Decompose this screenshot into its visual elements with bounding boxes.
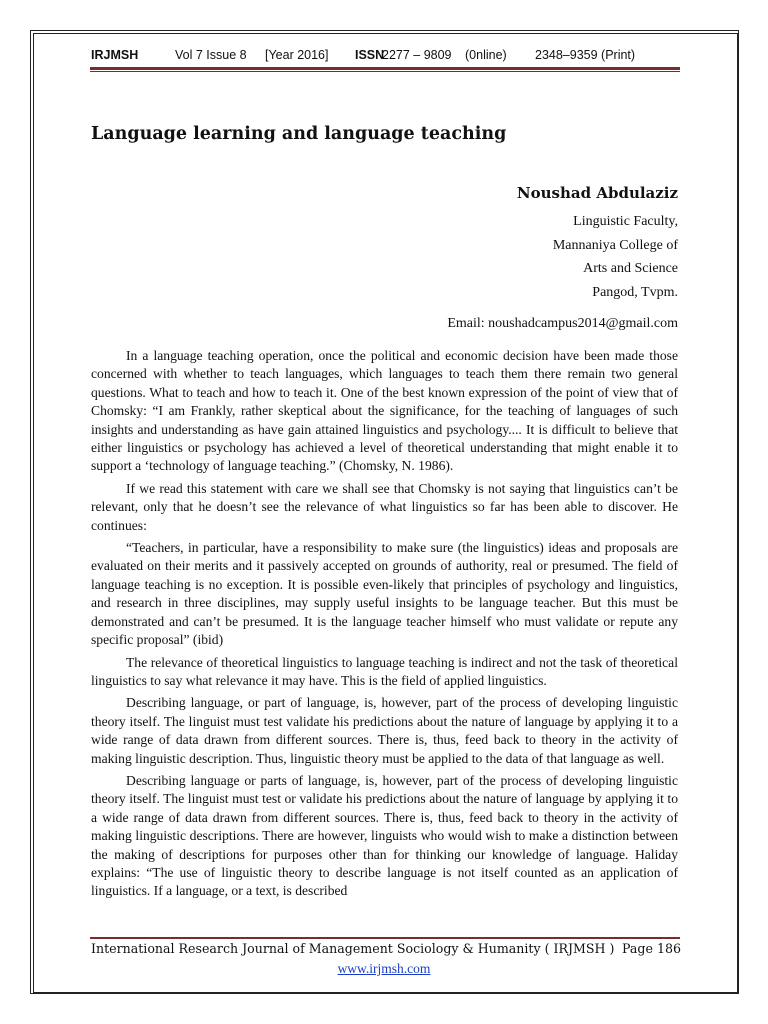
article-body [91, 347, 678, 905]
issn-label: ISSN [355, 48, 385, 62]
footer-journal-name: International Research Journal of Management Sociology & Humanity ( IRJMSH ) [91, 941, 615, 956]
author-affiliation [553, 210, 678, 304]
article-title: Language learning and language teaching [91, 124, 507, 144]
affiliation-line: Mannaniya College of [552, 237, 678, 253]
body-paragraph: If we read this statement with care we shall see that Chomsky is not saying that linguistics can’t be relevant, only that he doesn’t see the relevance of what linguistics so far has been able to discover. He continues: [91, 480, 678, 533]
page-number: Page 186 [622, 941, 681, 956]
publication-year: [Year 2016] [265, 48, 329, 62]
journal-abbrev: IRJMSH [91, 48, 139, 62]
volume-issue: Vol 7 Issue 8 [175, 48, 247, 62]
affiliation-line: Arts and Science [583, 261, 678, 276]
header-rule-thin [90, 71, 680, 72]
block-quote: “Teachers, in particular, have a responsibility to make sure (the linguistics) ideas and proposals are evaluated on their merits and it passively accepted on grounds of authority, real or presumed. The field of language teaching is no exception. It is possible even-likely that principles of psychology and linguistics, and research in three disciplines, may supply useful insights to be language teacher. But this must be demonstrated and can’t be presumed. It is the language teacher himself who must validate or repute any specific proposal” (ibid) [91, 540, 678, 648]
running-footer [91, 941, 681, 956]
issn-print: 2348–9359 (Print) [535, 48, 636, 62]
online-label: (0nline) [465, 48, 507, 62]
running-header [91, 48, 681, 62]
affiliation-line: Pangod, Tvpm. [592, 284, 678, 300]
author-email: Email: noushadcampus2014@gmail.com [447, 316, 678, 331]
affiliation-line: Linguistic Faculty, [573, 214, 678, 229]
body-paragraph: Describing language, or part of language, is, however, part of the process of developing linguistic theory itself. The linguist must test validate his predictions about the nature of language by applying it to a wide range of data drawn from different sources. There is, thus, feed back to theory in the activity of making linguistic description. Thus, linguistic theory must be applied to the data of that language as well. [91, 695, 678, 766]
body-paragraph: In a language teaching operation, once the political and economic decision have been made those concerned with whether to teach languages, which languages to teach them there remain two general questions. What to teach and how to teach it. One of the best known expression of the point of view that of Chomsky: “I am Frankly, rather skeptical about the significance, for the teaching of languages of such insights and understanding as have gain attained linguistics and psychology.... It is difficult to believe that either linguistics or psychology has achieved a level of theoretical understanding that might enable it to support a ‘technology of language teaching.” (Chomsky, N. 1986). [91, 348, 678, 474]
footer-rule [90, 937, 680, 939]
body-paragraph: The relevance of theoretical linguistics to language teaching is indirect and not the task of theoretical linguistics to say what relevance it may have. This is the field of applied linguistics. [91, 654, 678, 688]
header-rule [90, 67, 680, 70]
issn-online: 2277 – 9809 [382, 48, 452, 62]
journal-website-link[interactable]: www.irjmsh.com [337, 961, 431, 976]
author-name: Noushad Abdulaziz [516, 184, 678, 202]
body-paragraph: Describing language or parts of language, is, however, part of the process of developing linguistic theory itself. The linguist must test or validate his predictions about the nature of language by applying it to a wide range of data drawn from different sources. There is, thus, feed back to theory in the activity of making linguistic descriptions. There are however, linguists who would wish to make a distinction between the making of descriptions for purposes other than for thinking our knowledge of language. Haliday explains: “The use of linguistic theory to describe language is not itself counted as an application of linguistics. If a language, or a text, is described [91, 772, 678, 899]
